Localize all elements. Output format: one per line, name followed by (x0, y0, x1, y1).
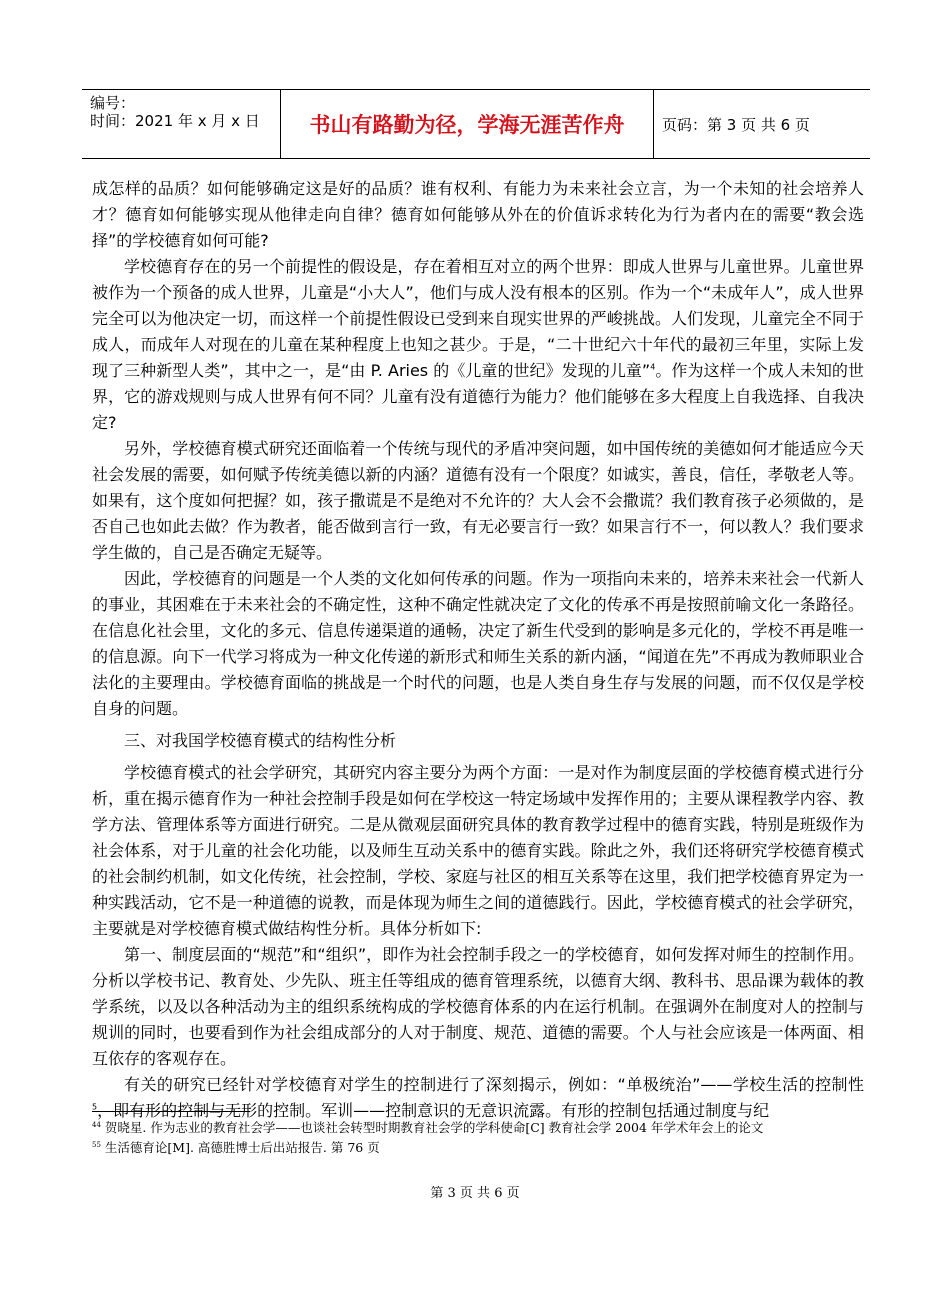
page-header (82, 89, 870, 159)
header-date-label: 时间：2021 年 x 月 x 日 (90, 112, 260, 130)
paragraph-5: 学校德育模式的社会学研究，其研究内容主要分为两个方面：一是对作为制度层面的学校德育模式进行分析，重在揭示德育作为一种社会控制手段是如何在学校这一特定场域中发挥作用的；主要从课程教学内容、教学方法、管理体系等方面进行研究。二是从微观层面研究具体的教育教学过程中的德育实践，特别是班级作为社会体系，对于儿童的社会化功能，以及师生互动关系中的德育实践。除此之外，我们还将研究学校德育模式的社会制约机制，如文化传统，社会控制，学校、家庭与社区的相互关系等在这里，我们把学校德育界定为一种实践活动，它不是一种道德的说教，而是体现为师生之间的道德践行。因此，学校德育模式的社会学研究，主要就是对学校德育模式做结构性分析。具体分析如下: (92, 763, 864, 938)
header-motto: 书山有路勤为径，学海无涯苦作舟 (280, 90, 654, 158)
paragraph-4: 因此，学校德育的问题是一个人类的文化如何传承的问题。作为一项指向未来的，培养未来社会一代新人的事业，其困难在于未来社会的不确定性，这种不确定性就决定了文化的传承不再是按照前喻文化一条路径。在信息化社会里，文化的多元、信息传递渠道的通畅，决定了新生代受到的影响是多元化的，学校不再是唯一的信息源。向下一代学习将成为一种文化传递的新形式和师生关系的新内涵，“闻道在先”不再成为教师职业合法化的主要理由。学校德育面临的挑战是一个时代的问题，也是人类自身生存与发展的问题，而不仅仅是学校自身的问题。 (92, 569, 864, 718)
body-text (92, 176, 864, 1124)
section-heading: 三、对我国学校德育模式的结构性分析 (124, 731, 397, 750)
paragraph-2: 学校德育存在的另一个前提性的假设是，存在着相互对立的两个世界：即成人世界与儿童世界。儿童世界被作为一个预备的成人世界，儿童是“小大人”，他们与成人没有根本的区别。作为一个“未成年人”，成人世界完全可以为他决定一切，而这样一个前提性假设已受到来自现实世界的严峻挑战。人们发现，儿童完全不同于成人，而成年人对现在的儿童在某种程度上也知之甚少。于是，“二十世纪六十年代的最初三年里，实际上发现了三种新型人类”，其中之一，是“由 P. Aries 的《儿童的世纪》发现的儿童”$^4$。作为这样一个成人未知的世界，它的游戏规则与成人世界有何不同？儿童有没有道德行为能力？他们能够在多大程度上自我选择、自我决定? (92, 257, 864, 432)
page-number: 第 3 页 共 6 页 (430, 1186, 520, 1201)
header-page-info: 页码：第 3 页 共 6 页 (662, 115, 810, 134)
paragraph-1: 成怎样的品质？如何能够确定这是好的品质？谁有权利、有能力为未来社会立言，为一个未知的社会培养人才？德育如何能够实现从他律走向自律？德育如何能够从外在的价值诉求转化为行为者内在的需要“教会选择”的学校德育如何可能? (92, 179, 864, 250)
footnote-separator (92, 1111, 250, 1112)
footnote-4: $^{44}$ 贺晓星. 作为志业的教育社会学——也谈社会转型时期教育社会学的学科使命[C] 教育社会学 2004 年学术年会上的论文 (92, 1120, 764, 1135)
footnote-ref-5: 5 (92, 1102, 98, 1112)
footnote-5: $^{55}$ 生活德育论[M]. 高德胜博士后出站报告. 第 76 页 (92, 1140, 380, 1155)
paragraph-6: 第一、制度层面的“规范”和“组织”，即作为社会控制手段之一的学校德育，如何发挥对师生的控制作用。分析以学校书记、教育处、少先队、班主任等组成的德育管理系统，以德育大纲、教科书、思品课为载体的教学系统，以及以各种活动为主的组织系统构成的学校德育体系的内在运行机制。在强调外在制度对人的控制与规训的同时，也要看到作为社会组成部分的人对于制度、规范、道德的需要。个人与社会应该是一体两面、相互依存的客观存在。 (92, 945, 864, 1068)
paragraph-3: 另外，学校德育模式研究还面临着一个传统与现代的矛盾冲突问题，如中国传统的美德如何才能适应今天社会发展的需要，如何赋予传统美德以新的内涵？道德有没有一个限度？如诚实，善良，信任，孝敬老人等。如果有，这个度如何把握？如，孩子撒谎是不是绝对不允许的？大人会不会撒谎？我们教育孩子必须做的，是否自己也如此去做？作为教者，能否做到言行一致，有无必要言行一致？如果言行不一，何以教人？我们要求学生做的，自己是否确定无疑等。 (92, 439, 864, 562)
header-number-label: 编号： (90, 94, 136, 112)
footnote-ref-4: 4 (650, 362, 656, 372)
header-meta (82, 90, 280, 158)
footnotes (92, 1118, 872, 1158)
paragraph-7: 有关的研究已经针对学校德育对学生的控制进行了深刻揭示，例如：“单极统治”——学校生活的控制性$^5$，即有形的控制与无形的控制。军训——控制意识的无意识流露。有形的控制包括通过制度与纪 (92, 1075, 864, 1120)
